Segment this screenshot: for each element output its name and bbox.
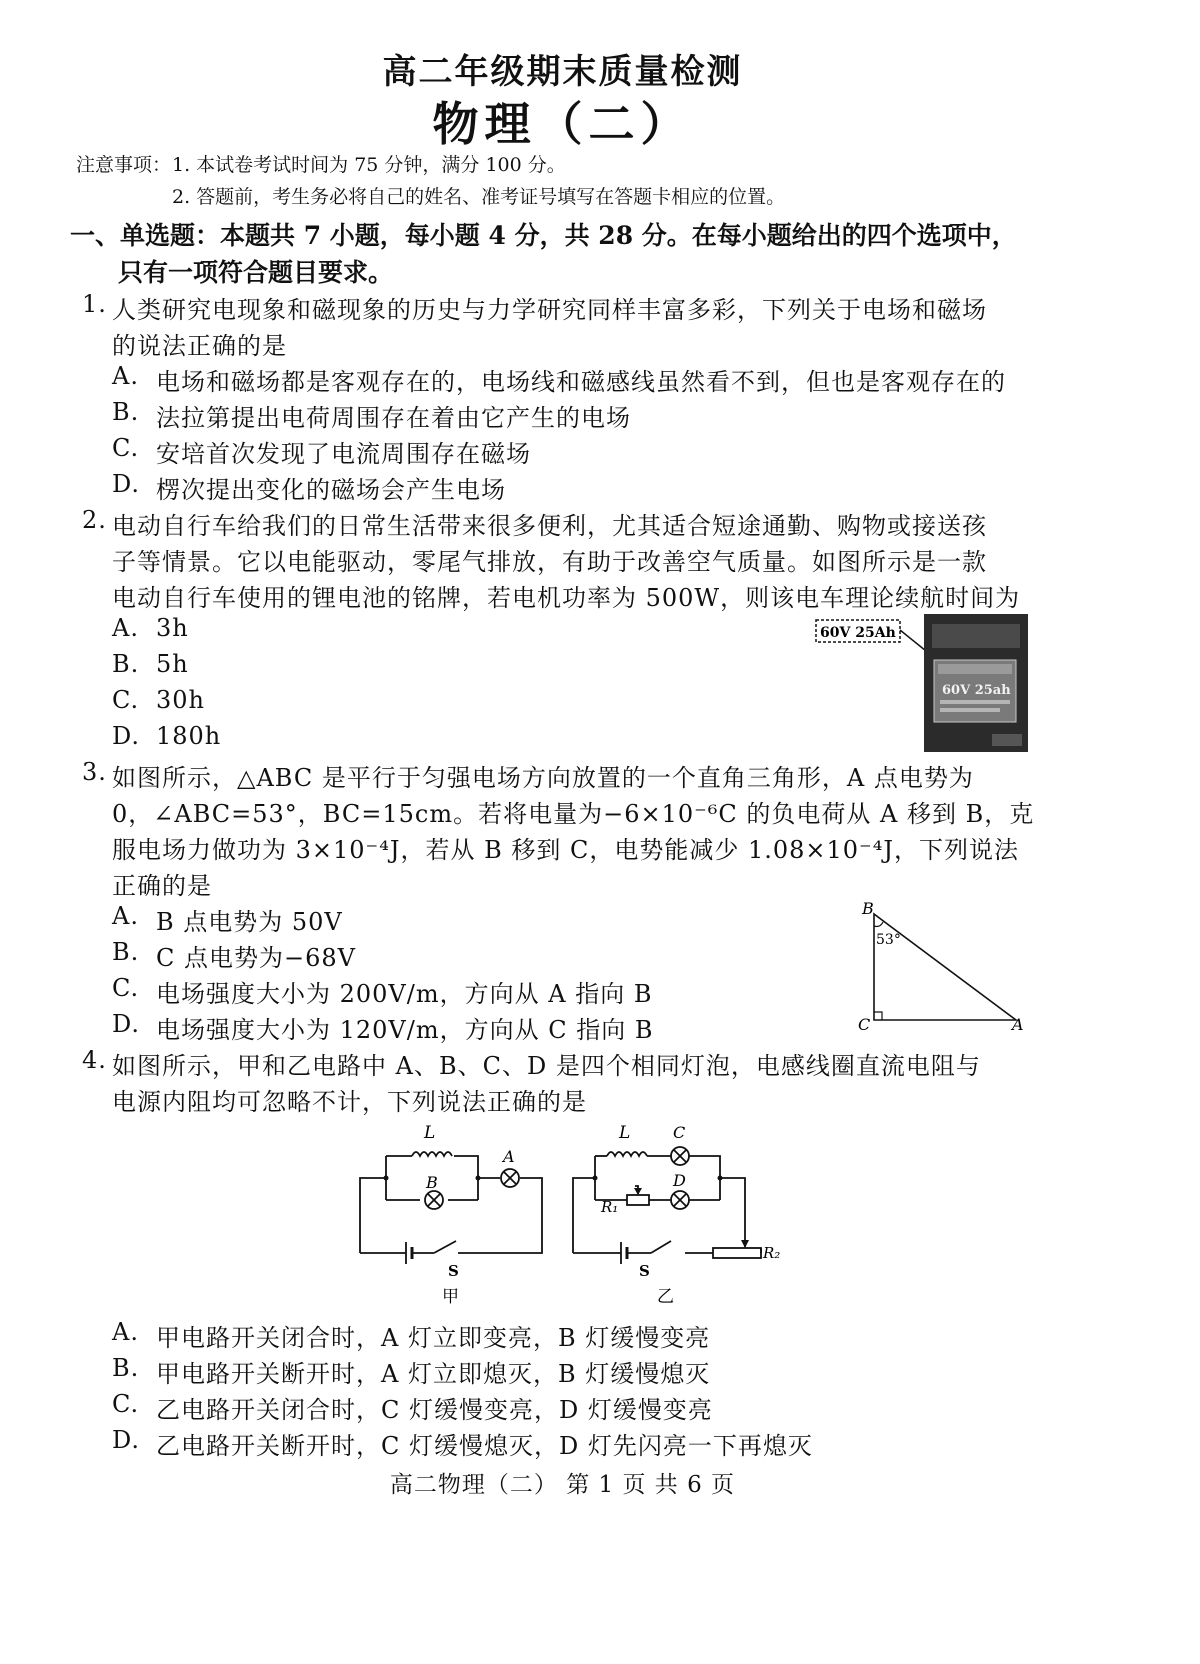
circuit-jia-caption: 甲 xyxy=(442,1287,459,1307)
q2-option-a-label: A. xyxy=(112,614,139,642)
q1-option-b-label: B. xyxy=(112,398,140,426)
inductor-coil xyxy=(412,1152,452,1156)
q2-option-c-label: C. xyxy=(112,686,140,714)
r2-label: R₂ xyxy=(763,1244,780,1262)
switch-s xyxy=(651,1241,671,1253)
nameplate-header-strip xyxy=(938,664,1012,674)
q1-option-a-label: A. xyxy=(112,362,139,390)
inductor-l-label: L xyxy=(619,1123,631,1143)
nameplate-photo-text: 60V 25ah xyxy=(942,683,1011,698)
section-heading-cont: 只有一项符合题目要求。 xyxy=(118,258,394,287)
rheostat-r2 xyxy=(713,1248,761,1258)
section-heading: 一、单选题：本题共 7 小题，每小题 4 分，共 28 分。在每小题给出的四个选项中， xyxy=(70,221,1017,250)
junction xyxy=(476,1176,481,1181)
circuit-yi-caption: 乙 xyxy=(657,1287,674,1307)
right-triangle-figure xyxy=(852,896,1042,1036)
q4-stem-line-2: 电源内阻均可忽略不计，下列说法正确的是 xyxy=(112,1088,587,1116)
nameplate-line xyxy=(940,700,1010,704)
vertex-c-label: C xyxy=(858,1015,871,1034)
q1-number: 1. xyxy=(82,290,107,318)
q2-stem-line-1: 电动自行车给我们的日常生活带来很多便利，尤其适合短途通勤、购物或接送孩 xyxy=(112,512,987,540)
lamp-d-label: D xyxy=(673,1171,686,1190)
q1-stem-line-1: 人类研究电现象和磁现象的历史与力学研究同样丰富多彩，下列关于电场和磁场 xyxy=(112,296,987,324)
q1-option-c-label: C. xyxy=(112,434,140,462)
switch-s xyxy=(434,1241,456,1253)
q1-stem-line-2: 的说法正确的是 xyxy=(112,332,287,360)
q4-option-b-label: B. xyxy=(112,1354,140,1382)
wire xyxy=(573,1178,595,1253)
q2-option-c: 30h xyxy=(156,686,205,714)
q1-option-b: 法拉第提出电荷周围存在着由它产生的电场 xyxy=(156,404,631,432)
q2-option-a: 3h xyxy=(156,614,189,642)
battery-nameplate-figure xyxy=(812,610,1032,755)
q2-number: 2. xyxy=(82,506,107,534)
junction xyxy=(593,1176,598,1181)
wire xyxy=(720,1178,745,1236)
page-footer: 高二物理（二） 第 1 页 共 6 页 xyxy=(389,1472,736,1498)
q1-option-a: 电场和磁场都是客观存在的，电场线和磁感线虽然看不到，但也是客观存在的 xyxy=(156,368,1006,396)
junction xyxy=(718,1176,723,1181)
vertex-b-label: B xyxy=(862,899,874,918)
q3-option-d-label: D. xyxy=(112,1010,141,1038)
inductor-l-label: L xyxy=(424,1123,436,1143)
q4-number: 4. xyxy=(82,1046,107,1074)
subject-title: 物理（二） xyxy=(432,97,693,151)
switch-s-label: S xyxy=(639,1262,650,1280)
photo-watermark xyxy=(992,734,1022,746)
q4-option-c-label: C. xyxy=(112,1390,140,1418)
q3-stem-line-2: 0，∠ABC=53°，BC=15cm。若将电量为−6×10⁻⁶C 的负电荷从 A 移到 B，克 xyxy=(112,800,1035,828)
wire xyxy=(454,1156,478,1200)
q2-stem-line-3: 电动自行车使用的锂电池的铭牌，若电机功率为 500W，则该电车理论续航时间为 xyxy=(112,584,1021,612)
junction xyxy=(384,1176,389,1181)
q2-stem-line-2: 子等情景。它以电能驱动，零尾气排放，有助于改善空气质量。如图所示是一款 xyxy=(112,548,987,576)
nameplate-label: 60V 25Ah xyxy=(820,625,896,641)
q2-option-d: 180h xyxy=(156,722,222,750)
q4-option-b: 甲电路开关断开时，A 灯立即熄灭，B 灯缓慢熄灭 xyxy=(156,1360,711,1388)
q2-option-d-label: D. xyxy=(112,722,141,750)
q3-option-d: 电场强度大小为 120V/m，方向从 C 指向 B xyxy=(156,1016,654,1044)
lamp-c-label: C xyxy=(673,1123,686,1142)
q3-stem-line-1: 如图所示，△ABC 是平行于匀强电场方向放置的一个直角三角形，A 点电势为 xyxy=(112,764,974,792)
battery-top-panel xyxy=(932,624,1020,648)
notes-label: 注意事项： xyxy=(76,154,172,176)
q4-option-d: 乙电路开关断开时，C 灯缓慢熄灭，D 灯先闪亮一下再熄灭 xyxy=(156,1432,813,1460)
exam-title: 高二年级期末质量检测 xyxy=(382,52,743,92)
q2-option-b-label: B. xyxy=(112,650,140,678)
triangle-abc xyxy=(874,914,1016,1020)
q3-option-b: C 点电势为−68V xyxy=(156,944,356,972)
r2-arrow xyxy=(741,1240,749,1248)
lamp-b-label: B xyxy=(426,1173,438,1192)
nameplate-line xyxy=(940,708,1000,712)
q3-stem-line-3: 服电场力做功为 3×10⁻⁴J，若从 B 移到 C，电势能减少 1.08×10⁻⁴J，下列说法 xyxy=(112,836,1019,864)
right-angle-mark xyxy=(874,1012,882,1020)
q3-option-a-label: A. xyxy=(112,902,139,930)
wire xyxy=(360,1178,386,1253)
lamp-a-label: A xyxy=(503,1147,515,1166)
r1-arrow xyxy=(634,1188,642,1195)
q4-option-a-label: A. xyxy=(112,1318,139,1346)
r1-label: R₁ xyxy=(601,1198,619,1216)
switch-s-label: S xyxy=(448,1262,459,1280)
q3-option-c: 电场强度大小为 200V/m，方向从 A 指向 B xyxy=(156,980,653,1008)
q3-stem-line-4: 正确的是 xyxy=(112,872,212,900)
wire xyxy=(689,1156,720,1200)
q1-option-c: 安培首次发现了电流周围存在磁场 xyxy=(156,440,531,468)
circuit-jia-figure xyxy=(350,1118,555,1308)
q4-option-a: 甲电路开关闭合时，A 灯立即变亮，B 灯缓慢变亮 xyxy=(156,1324,711,1352)
q3-option-c-label: C. xyxy=(112,974,140,1002)
angle-53-label: 53° xyxy=(876,932,901,948)
wire xyxy=(458,1178,542,1253)
notes-line-1: 1. 本试卷考试时间为 75 分钟，满分 100 分。 xyxy=(172,154,566,176)
q1-option-d: 楞次提出变化的磁场会产生电场 xyxy=(156,476,506,504)
q4-option-d-label: D. xyxy=(112,1426,141,1454)
q2-option-b: 5h xyxy=(156,650,189,678)
q3-option-b-label: B. xyxy=(112,938,140,966)
notes-line-2: 2. 答题前，考生务必将自己的姓名、准考证号填写在答题卡相应的位置。 xyxy=(172,186,786,208)
angle-arc xyxy=(874,922,883,927)
circuit-yi-figure xyxy=(565,1118,780,1308)
inductor-coil xyxy=(607,1152,647,1156)
q3-number: 3. xyxy=(82,758,107,786)
q4-option-c: 乙电路开关闭合时，C 灯缓慢变亮，D 灯缓慢变亮 xyxy=(156,1396,713,1424)
q1-option-d-label: D. xyxy=(112,470,141,498)
rheostat-r1 xyxy=(627,1195,649,1205)
q3-option-a: B 点电势为 50V xyxy=(156,908,343,936)
q4-stem-line-1: 如图所示，甲和乙电路中 A、B、C、D 是四个相同灯泡，电感线圈直流电阻与 xyxy=(112,1052,981,1080)
vertex-a-label: A xyxy=(1012,1015,1024,1034)
